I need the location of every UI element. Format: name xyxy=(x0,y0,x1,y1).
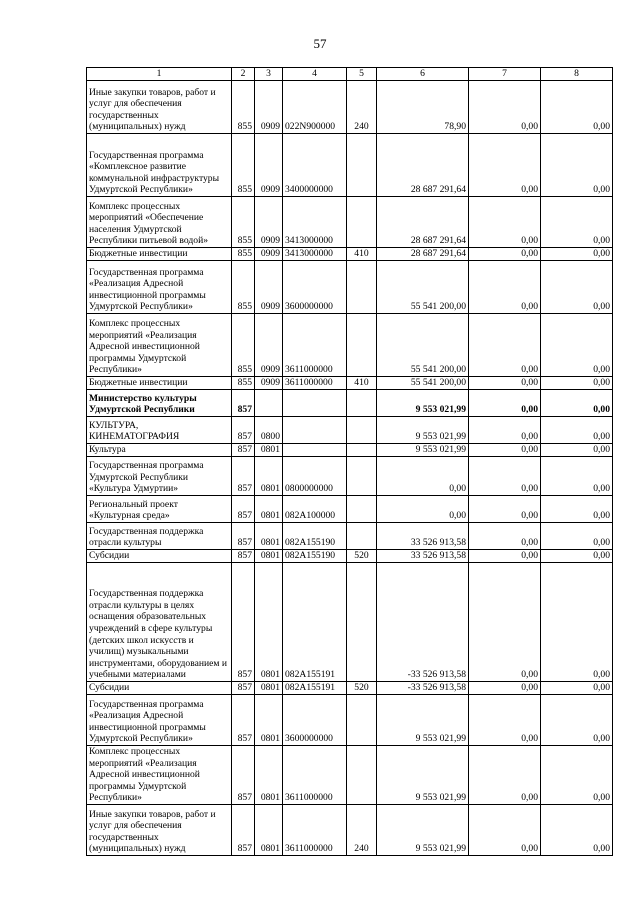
row-col7-cell: 0,00 xyxy=(469,682,541,695)
row-type-cell xyxy=(347,496,377,523)
row-col7-cell: 0,00 xyxy=(469,314,541,377)
row-col8-cell: 0,00 xyxy=(541,417,613,444)
row-name-cell: Государственная программа «Комплексное развитие коммунальной инфраструктуры Удмуртской Республики» xyxy=(87,134,232,197)
row-type-cell xyxy=(347,390,377,417)
table-row xyxy=(87,377,613,390)
row-section-cell: 0801 xyxy=(255,563,283,682)
row-col8-cell: 0,00 xyxy=(541,457,613,496)
table-row xyxy=(87,197,613,248)
row-amount-cell: 28 687 291,64 xyxy=(377,134,469,197)
row-amount-cell: 33 526 913,58 xyxy=(377,523,469,550)
row-section-cell: 0801 xyxy=(255,457,283,496)
row-col8-cell: 0,00 xyxy=(541,496,613,523)
row-name-cell: КУЛЬТУРА, КИНЕМАТОГРАФИЯ xyxy=(87,417,232,444)
row-amount-cell: 33 526 913,58 xyxy=(377,550,469,563)
row-col7-cell: 0,00 xyxy=(469,377,541,390)
table-row xyxy=(87,81,613,134)
row-code-cell: 857 xyxy=(232,390,255,417)
row-target-cell: 3413000000 xyxy=(283,248,347,261)
row-target-cell xyxy=(283,417,347,444)
row-code-cell: 855 xyxy=(232,248,255,261)
row-type-cell: 240 xyxy=(347,804,377,855)
row-name-cell: Комплекс процессных мероприятий «Обеспечение населения Удмуртской Республики питьевой водой» xyxy=(87,197,232,248)
row-target-cell: 022N900000 xyxy=(283,81,347,134)
row-target-cell: 3611000000 xyxy=(283,377,347,390)
page-number: 57 xyxy=(313,36,327,51)
table-row xyxy=(87,746,613,805)
row-name-cell: Бюджетные инвестиции xyxy=(87,377,232,390)
row-section-cell: 0801 xyxy=(255,550,283,563)
row-col7-cell: 0,00 xyxy=(469,746,541,805)
header-col-4: 4 xyxy=(283,68,347,81)
row-name-cell: Государственная поддержка отрасли культуры в целях оснащения образовательных учреждений в сфере культуры (детских школ искусств и училищ) музыкальными инструментами, оборудованием и учебными материалами xyxy=(87,563,232,682)
row-code-cell: 855 xyxy=(232,261,255,314)
row-col8-cell: 0,00 xyxy=(541,444,613,457)
row-type-cell xyxy=(347,746,377,805)
row-col8-cell: 0,00 xyxy=(541,261,613,314)
row-col7-cell: 0,00 xyxy=(469,523,541,550)
row-name-cell: Региональный проект «Культурная среда» xyxy=(87,496,232,523)
header-col-3: 3 xyxy=(255,68,283,81)
row-col7-cell: 0,00 xyxy=(469,695,541,746)
row-target-cell: 3611000000 xyxy=(283,804,347,855)
row-code-cell: 857 xyxy=(232,695,255,746)
row-amount-cell: 9 553 021,99 xyxy=(377,444,469,457)
row-target-cell: 3400000000 xyxy=(283,134,347,197)
table-row xyxy=(87,314,613,377)
row-name-cell: Государственная программа Удмуртской Республики «Культура Удмуртии» xyxy=(87,457,232,496)
row-type-cell xyxy=(347,417,377,444)
row-name-cell: Комплекс процессных мероприятий «Реализация Адресной инвестиционной программы Удмуртской Республики» xyxy=(87,746,232,805)
row-target-cell: 3611000000 xyxy=(283,314,347,377)
row-col7-cell: 0,00 xyxy=(469,444,541,457)
row-amount-cell: 9 553 021,99 xyxy=(377,695,469,746)
row-section-cell: 0909 xyxy=(255,261,283,314)
row-target-cell: 082A100000 xyxy=(283,496,347,523)
row-code-cell: 855 xyxy=(232,377,255,390)
table-row xyxy=(87,457,613,496)
table-row xyxy=(87,550,613,563)
row-section-cell: 0801 xyxy=(255,804,283,855)
row-name-cell: Бюджетные инвестиции xyxy=(87,248,232,261)
row-type-cell xyxy=(347,314,377,377)
row-col8-cell: 0,00 xyxy=(541,81,613,134)
table-row xyxy=(87,248,613,261)
row-code-cell: 857 xyxy=(232,682,255,695)
row-col7-cell: 0,00 xyxy=(469,804,541,855)
row-code-cell: 857 xyxy=(232,804,255,855)
row-section-cell: 0801 xyxy=(255,444,283,457)
row-target-cell: 082A155191 xyxy=(283,563,347,682)
row-code-cell: 857 xyxy=(232,444,255,457)
row-col7-cell: 0,00 xyxy=(469,197,541,248)
row-amount-cell: -33 526 913,58 xyxy=(377,682,469,695)
table-row xyxy=(87,134,613,197)
row-section-cell: 0909 xyxy=(255,314,283,377)
row-col8-cell: 0,00 xyxy=(541,523,613,550)
row-section-cell: 0801 xyxy=(255,695,283,746)
row-target-cell: 3413000000 xyxy=(283,197,347,248)
row-section-cell: 0800 xyxy=(255,417,283,444)
row-name-cell: Министерство культуры Удмуртской Республики xyxy=(87,390,232,417)
row-amount-cell: 78,90 xyxy=(377,81,469,134)
table-row xyxy=(87,563,613,682)
row-type-cell xyxy=(347,563,377,682)
row-amount-cell: 28 687 291,64 xyxy=(377,197,469,248)
row-col8-cell: 0,00 xyxy=(541,550,613,563)
row-col8-cell: 0,00 xyxy=(541,390,613,417)
row-name-cell: Комплекс процессных мероприятий «Реализация Адресной инвестиционной программы Удмуртской Республики» xyxy=(87,314,232,377)
row-name-cell: Субсидии xyxy=(87,550,232,563)
row-amount-cell: -33 526 913,58 xyxy=(377,563,469,682)
row-col7-cell: 0,00 xyxy=(469,457,541,496)
row-col8-cell: 0,00 xyxy=(541,563,613,682)
row-type-cell: 410 xyxy=(347,248,377,261)
row-type-cell: 410 xyxy=(347,377,377,390)
row-code-cell: 855 xyxy=(232,197,255,248)
header-col-7: 7 xyxy=(469,68,541,81)
header-col-1: 1 xyxy=(87,68,232,81)
row-name-cell: Культура xyxy=(87,444,232,457)
row-code-cell: 855 xyxy=(232,314,255,377)
row-amount-cell: 9 553 021,99 xyxy=(377,804,469,855)
row-target-cell: 082A155190 xyxy=(283,550,347,563)
row-name-cell: Иные закупки товаров, работ и услуг для обеспечения государственных (муниципальных) нужд xyxy=(87,81,232,134)
row-code-cell: 855 xyxy=(232,134,255,197)
row-section-cell: 0909 xyxy=(255,81,283,134)
row-type-cell xyxy=(347,197,377,248)
row-col8-cell: 0,00 xyxy=(541,248,613,261)
row-code-cell: 855 xyxy=(232,81,255,134)
row-type-cell xyxy=(347,261,377,314)
row-col7-cell: 0,00 xyxy=(469,417,541,444)
row-amount-cell: 9 553 021,99 xyxy=(377,390,469,417)
row-target-cell: 082A155190 xyxy=(283,523,347,550)
row-amount-cell: 9 553 021,99 xyxy=(377,417,469,444)
table-row xyxy=(87,682,613,695)
row-section-cell: 0801 xyxy=(255,746,283,805)
row-amount-cell: 28 687 291,64 xyxy=(377,248,469,261)
row-type-cell xyxy=(347,457,377,496)
row-col7-cell: 0,00 xyxy=(469,134,541,197)
row-col8-cell: 0,00 xyxy=(541,197,613,248)
header-col-6: 6 xyxy=(377,68,469,81)
row-col8-cell: 0,00 xyxy=(541,314,613,377)
budget-table xyxy=(86,67,613,856)
row-col7-cell: 0,00 xyxy=(469,563,541,682)
row-target-cell: 082A155191 xyxy=(283,682,347,695)
row-amount-cell: 0,00 xyxy=(377,457,469,496)
row-type-cell: 520 xyxy=(347,682,377,695)
row-type-cell: 520 xyxy=(347,550,377,563)
header-col-2: 2 xyxy=(232,68,255,81)
row-section-cell: 0909 xyxy=(255,248,283,261)
row-col8-cell: 0,00 xyxy=(541,134,613,197)
row-target-cell: 0800000000 xyxy=(283,457,347,496)
table-row xyxy=(87,390,613,417)
row-section-cell: 0909 xyxy=(255,134,283,197)
row-code-cell: 857 xyxy=(232,457,255,496)
table-row xyxy=(87,523,613,550)
row-name-cell: Государственная программа «Реализация Адресной инвестиционной программы Удмуртской Республики» xyxy=(87,695,232,746)
table-row xyxy=(87,804,613,855)
row-type-cell: 240 xyxy=(347,81,377,134)
row-col8-cell: 0,00 xyxy=(541,377,613,390)
row-type-cell xyxy=(347,523,377,550)
row-amount-cell: 9 553 021,99 xyxy=(377,746,469,805)
row-col8-cell: 0,00 xyxy=(541,804,613,855)
row-section-cell: 0801 xyxy=(255,682,283,695)
table-row xyxy=(87,444,613,457)
row-code-cell: 857 xyxy=(232,417,255,444)
table-row xyxy=(87,261,613,314)
row-code-cell: 857 xyxy=(232,563,255,682)
row-target-cell: 3611000000 xyxy=(283,746,347,805)
row-section-cell: 0801 xyxy=(255,523,283,550)
row-amount-cell: 55 541 200,00 xyxy=(377,314,469,377)
row-col7-cell: 0,00 xyxy=(469,81,541,134)
row-code-cell: 857 xyxy=(232,746,255,805)
row-col7-cell: 0,00 xyxy=(469,496,541,523)
row-col7-cell: 0,00 xyxy=(469,390,541,417)
row-name-cell: Государственная поддержка отрасли культуры xyxy=(87,523,232,550)
row-section-cell: 0801 xyxy=(255,496,283,523)
row-section-cell: 0909 xyxy=(255,197,283,248)
row-type-cell xyxy=(347,444,377,457)
row-type-cell xyxy=(347,695,377,746)
row-amount-cell: 55 541 200,00 xyxy=(377,377,469,390)
row-col8-cell: 0,00 xyxy=(541,682,613,695)
row-target-cell xyxy=(283,444,347,457)
row-col7-cell: 0,00 xyxy=(469,261,541,314)
row-type-cell xyxy=(347,134,377,197)
table-row xyxy=(87,496,613,523)
row-amount-cell: 55 541 200,00 xyxy=(377,261,469,314)
table-row xyxy=(87,417,613,444)
row-col7-cell: 0,00 xyxy=(469,248,541,261)
header-row xyxy=(87,68,613,81)
row-code-cell: 857 xyxy=(232,496,255,523)
row-col8-cell: 0,00 xyxy=(541,746,613,805)
row-col8-cell: 0,00 xyxy=(541,695,613,746)
header-col-5: 5 xyxy=(347,68,377,81)
row-code-cell: 857 xyxy=(232,550,255,563)
row-name-cell: Иные закупки товаров, работ и услуг для обеспечения государственных (муниципальных) нужд xyxy=(87,804,232,855)
row-section-cell: 0909 xyxy=(255,377,283,390)
header-col-8: 8 xyxy=(541,68,613,81)
row-section-cell xyxy=(255,390,283,417)
row-name-cell: Государственная программа «Реализация Адресной инвестиционной программы Удмуртской Республики» xyxy=(87,261,232,314)
table-row xyxy=(87,695,613,746)
row-name-cell: Субсидии xyxy=(87,682,232,695)
row-col7-cell: 0,00 xyxy=(469,550,541,563)
row-target-cell xyxy=(283,390,347,417)
row-target-cell: 3600000000 xyxy=(283,695,347,746)
row-target-cell: 3600000000 xyxy=(283,261,347,314)
row-code-cell: 857 xyxy=(232,523,255,550)
row-amount-cell: 0,00 xyxy=(377,496,469,523)
